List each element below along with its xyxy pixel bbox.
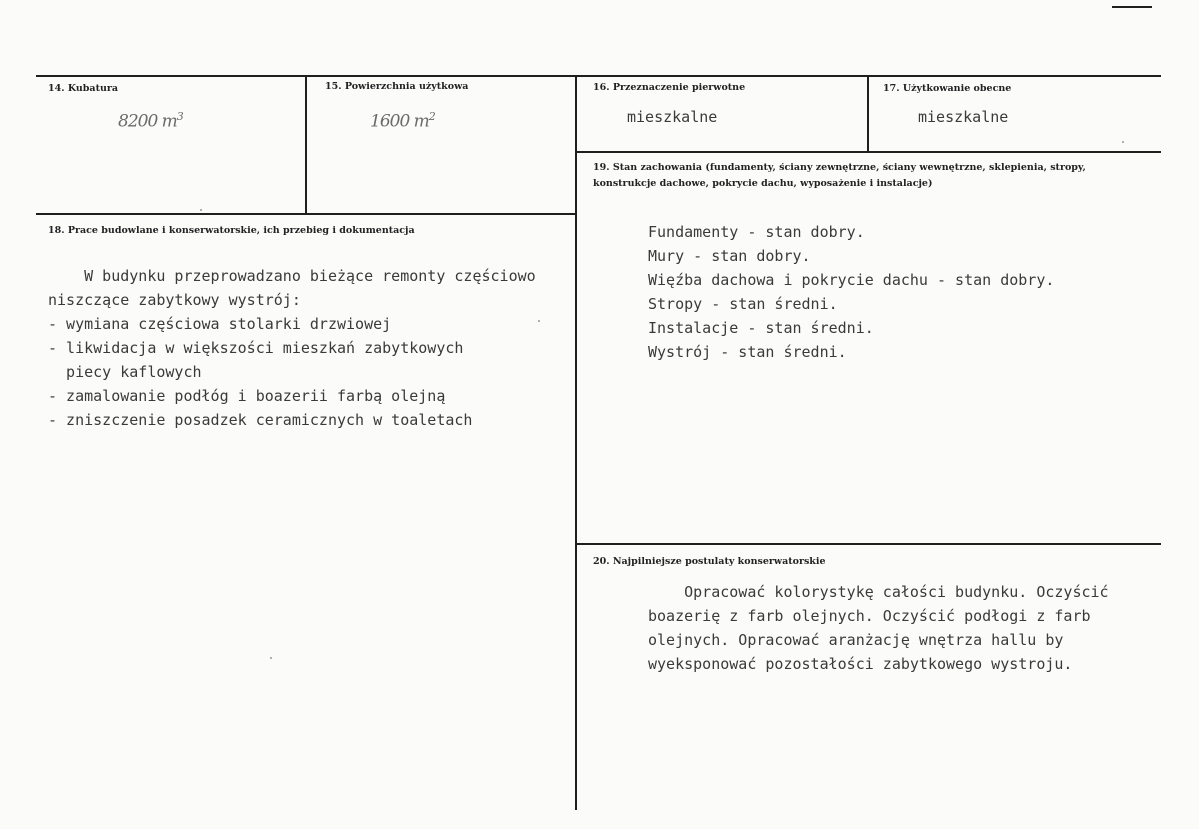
area-unit: m bbox=[413, 111, 429, 132]
field-20-label: 20. Najpilniejsze postulaty konserwatorskie bbox=[593, 556, 826, 567]
works-line: piecy kaflowych bbox=[48, 363, 202, 381]
divider-14-15 bbox=[305, 75, 307, 214]
field-18-text bbox=[48, 264, 580, 444]
field-15-label: 15. Powierzchnia użytkowa bbox=[325, 81, 469, 92]
paper-speck bbox=[200, 209, 202, 211]
top-rule bbox=[36, 75, 1161, 77]
condition-line: Instalacje - stan średni. bbox=[648, 319, 874, 337]
divider-16-17 bbox=[867, 75, 869, 152]
field-15-value bbox=[370, 110, 435, 132]
postulate-line: boazerię z farb olejnych. Oczyścić podłogi z farb bbox=[648, 607, 1091, 625]
rule-under-16-17 bbox=[577, 151, 1161, 153]
area-exponent: 2 bbox=[428, 110, 435, 123]
field-16-value: mieszkalne bbox=[627, 108, 718, 126]
field-14-label: 14. Kubatura bbox=[48, 83, 119, 94]
condition-line: Fundamenty - stan dobry. bbox=[648, 223, 865, 241]
paper-speck bbox=[270, 657, 272, 659]
works-line: niszczące zabytkowy wystrój: bbox=[48, 291, 301, 309]
rule-under-19 bbox=[577, 543, 1161, 545]
condition-line: Stropy - stan średni. bbox=[648, 295, 838, 313]
corner-mark bbox=[1112, 6, 1152, 8]
field-17-value: mieszkalne bbox=[918, 108, 1009, 126]
postulate-line: olejnych. Opracować aranżację wnętrza hallu by bbox=[648, 631, 1064, 649]
works-line: W budynku przeprowadzano bieżące remonty częściowo bbox=[48, 267, 536, 285]
paper-speck bbox=[538, 320, 540, 322]
area-number: 1600 bbox=[370, 111, 410, 132]
field-19-label: 19. Stan zachowania (fundamenty, ściany zewnętrzne, ściany wewnętrzne, sklepienia, stropy, konstrukcje dachowe, pokrycie dachu, wyposażenie i instalacje) bbox=[593, 162, 1086, 189]
field-18-label: 18. Prace budowlane i konserwatorskie, ich przebieg i dokumentacja bbox=[48, 225, 415, 236]
field-16-label: 16. Przeznaczenie pierwotne bbox=[593, 82, 746, 93]
paper-speck bbox=[1122, 141, 1124, 143]
volume-number: 8200 bbox=[118, 111, 158, 132]
works-line: - zniszczenie posadzek ceramicznych w toaletach bbox=[48, 411, 473, 429]
works-line: - likwidacja w większości mieszkań zabytkowych bbox=[48, 339, 464, 357]
postulate-line: wyeksponować pozostałości zabytkowego wystroju. bbox=[648, 655, 1073, 673]
field-14-value bbox=[118, 110, 183, 132]
postulate-line: Opracować kolorystykę całości budynku. Oczyścić bbox=[648, 583, 1109, 601]
works-line: - zamalowanie podłóg i boazerii farbą olejną bbox=[48, 387, 446, 405]
volume-unit: m bbox=[161, 111, 177, 132]
volume-exponent: 3 bbox=[176, 110, 183, 123]
field-19-text bbox=[648, 220, 1054, 364]
condition-line: Mury - stan dobry. bbox=[648, 247, 811, 265]
condition-line: Wystrój - stan średni. bbox=[648, 343, 847, 361]
works-line: - wymiana częściowa stolarki drzwiowej bbox=[48, 315, 392, 333]
field-20-text bbox=[648, 580, 1109, 676]
field-17-label: 17. Użytkowanie obecne bbox=[883, 83, 1012, 94]
condition-line: Więźba dachowa i pokrycie dachu - stan dobry. bbox=[648, 271, 1055, 289]
